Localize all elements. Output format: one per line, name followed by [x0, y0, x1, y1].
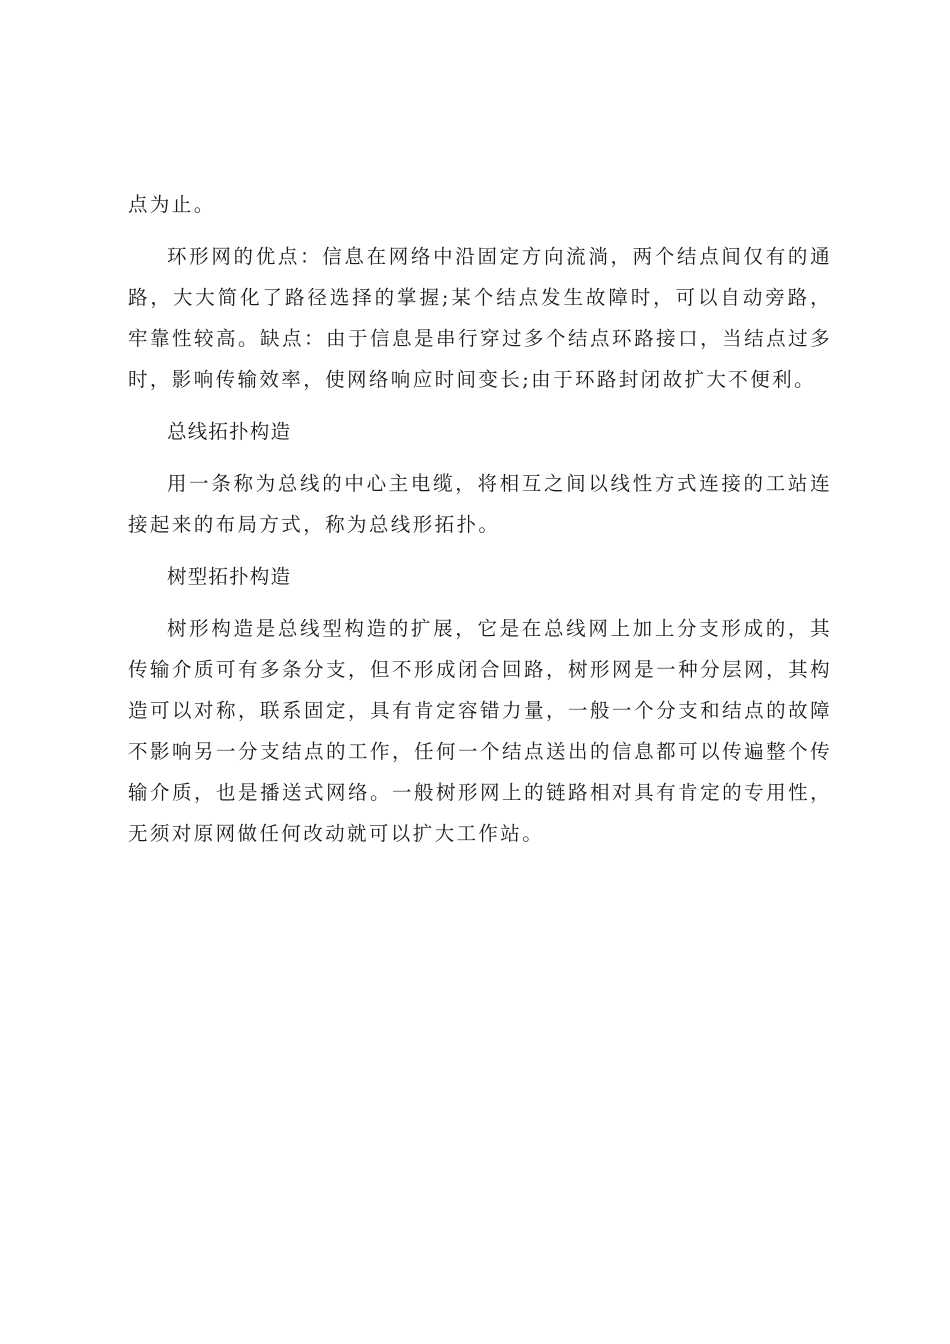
paragraph-continuation: 点为止。: [128, 193, 216, 216]
paragraph-bus-topology: 用一条称为总线的中心主电缆，将相互之间以线性方式连接的工站连接起来的布局方式，称为总线形拓扑。: [128, 472, 832, 536]
section-heading-tree-topology: 树型拓扑构造: [167, 565, 292, 588]
paragraph-tree-topology: 树形构造是总线型构造的扩展，它是在总线网上加上分支形成的，其传输介质可有多条分支，但不形成闭合回路，树形网是一种分层网，其构造可以对称，联系固定，具有肯定容错力量，一般一个分支和结点的故障不影响另一分支结点的工作，任何一个结点送出的信息都可以传遍整个传输介质，也是播送式网络。一般树形网上的链路相对具有肯定的专用性，无须对原网做任何改动就可以扩大工作站。: [128, 617, 832, 845]
document-body: [128, 184, 832, 865]
paragraph-ring-network: 环形网的优点：信息在网络中沿固定方向流淌，两个结点间仅有的通路，大大简化了路径选择的掌握;某个结点发生故障时，可以自动旁路，牢靠性较高。缺点：由于信息是串行穿过多个结点环路接口，当结点过多时，影响传输效率，使网络响应时间变长;由于环路封闭故扩大不便利。: [128, 245, 832, 391]
section-heading-bus-topology: 总线拓扑构造: [167, 420, 292, 443]
